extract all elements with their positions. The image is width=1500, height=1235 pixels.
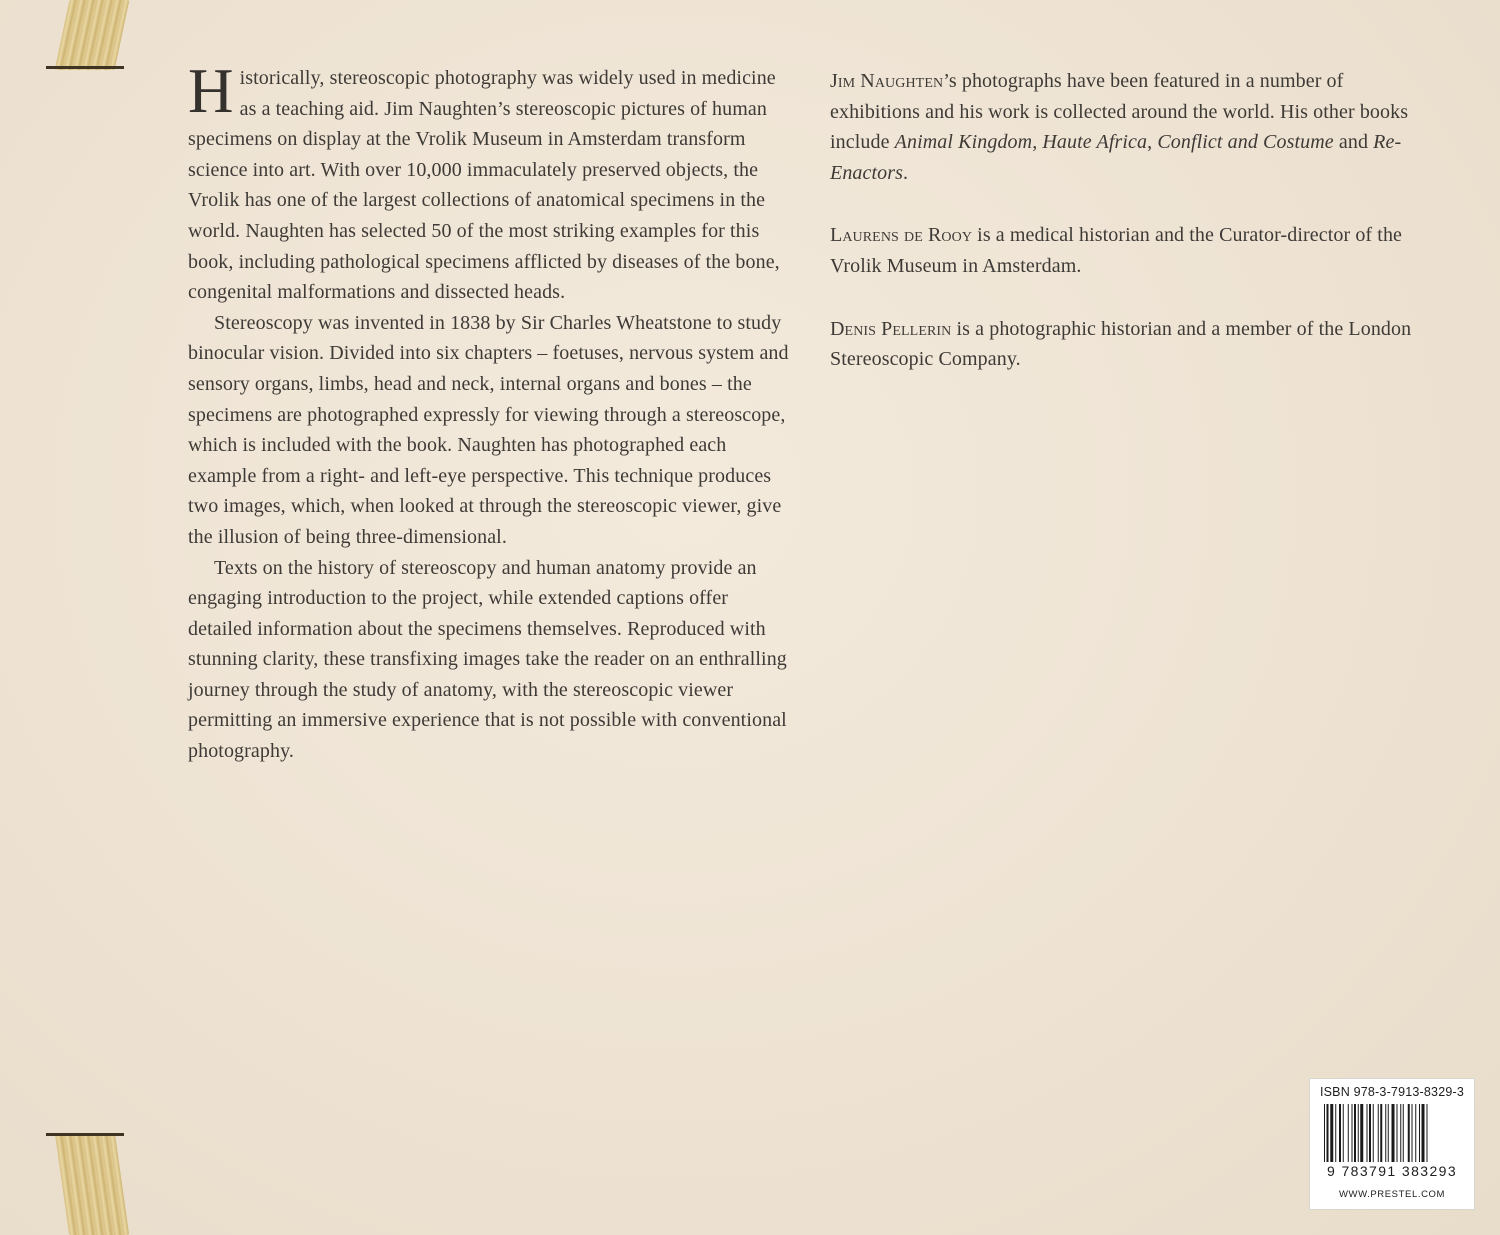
description-paragraph-2: Stereoscopy was invented in 1838 by Sir Charles Wheatstone to study binocular vision. Divided into six chapters – foetuses, nervous system and sensory organs, limbs, head and neck, internal organs and bones – the specimens are photographed expressly for viewing through a stereoscope, which is included with the book. Naughten has photographed each example from a right- and left-eye perspective. This technique produces two images, which, when looked at through the stereoscopic viewer, give the illusion of being three-dimensional. <box>188 311 789 548</box>
description-column <box>188 56 794 767</box>
barcode-digits: 9 783791 383293 <box>1327 1163 1457 1179</box>
isbn-number: ISBN 978-3-7913-8329-3 <box>1319 1085 1465 1099</box>
drop-cap: H <box>188 56 234 126</box>
contributors-column <box>830 66 1420 407</box>
author-name: Denis Pellerin <box>830 317 952 340</box>
bio-text: ’s photographs have been featured in a number of exhibitions and his work is collected around the world. His other books include <box>830 70 1409 154</box>
book-title: Animal Kingdom <box>894 131 1033 154</box>
publisher-website: WWW.PRESTEL.COM <box>1338 1189 1446 1200</box>
book-title: Haute Africa <box>1042 131 1148 154</box>
bio-laurens-de-rooy <box>830 220 1420 281</box>
bio-jim-naughten: Jim Naughten’s photographs have been featured in a number of exhibitions and his work is collected around the world. His other books include Animal Kingdom, Haute Africa, Conflict and Costume and Re-Enactors. <box>830 70 1409 184</box>
author-name: Jim Naughten <box>830 70 944 92</box>
bio-text: is a photographic historian and a member of the London Stereoscopic Company. <box>830 317 1412 371</box>
description-paragraph-3: Texts on the history of stereoscopy and human anatomy provide an engaging introduction to the project, while extended captions offer detailed information about the specimens themselves. Reproduced with stunning clarity, these transfixing images take the reader on an enthralling journey through the study of anatomy, with the stereoscopic viewer permitting an immersive experience that is not possible with conventional photography. <box>188 556 787 763</box>
isbn-barcode-label <box>1309 1078 1475 1210</box>
barcode-icon <box>1324 1104 1464 1162</box>
book-title: Conflict and Costume <box>1157 131 1334 154</box>
bio-denis-pellerin <box>830 314 1420 375</box>
description-paragraph-1 <box>188 56 794 308</box>
band-edge-bottom <box>46 1133 124 1136</box>
bio-text: is a medical historian and the Curator-director of the Vrolik Museum in Amsterdam. <box>830 224 1403 277</box>
band-edge-top <box>46 66 124 69</box>
book-title: Re-Enactors <box>830 131 1402 184</box>
paragraph-1-text: istorically, stereoscopic photography was widely used in medicine as a teaching aid. Jim Naughten’s stereoscopic pictures of human specimens on display at the Vrolik Museum in Amsterdam transform science into art. With over 10,000 immaculately preserved objects, the Vrolik has one of the largest collections of anatomical specimens in the world. Naughten has selected 50 of the most striking examples for this book, including pathological specimens afflicted by diseases of the bone, congenital malformations and dissected heads. <box>188 67 780 304</box>
author-name: Laurens de Rooy <box>830 224 973 247</box>
